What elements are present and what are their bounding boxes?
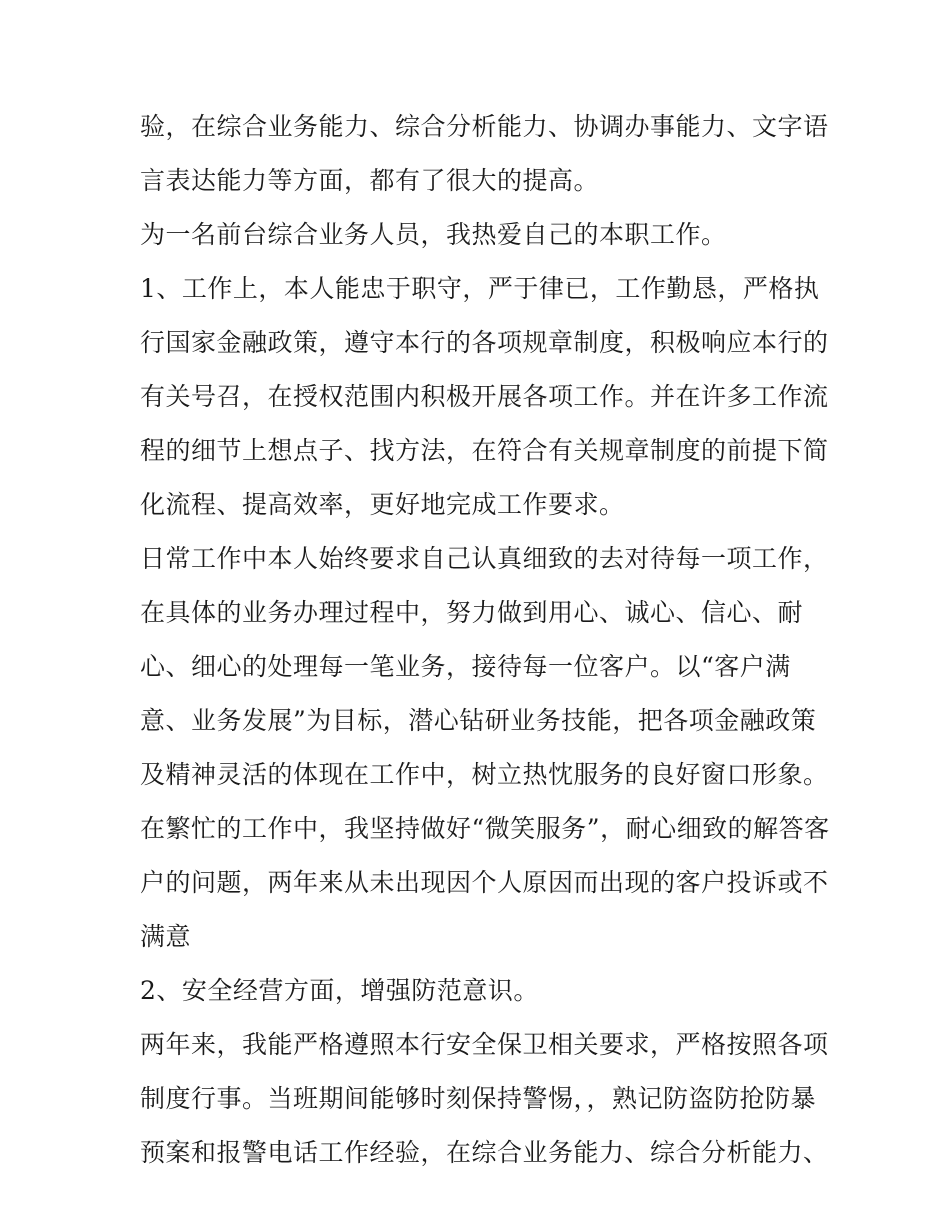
text-line: 2、安全经营方面，增强防范意识。 (140, 976, 539, 1005)
text-line: 意、业务发展”为目标，潜心钻研业务技能，把各项金融政策 (140, 706, 817, 735)
text-line: 程的细节上想点子、找方法，在符合有关规章制度的前提下简 (140, 436, 829, 465)
text-line: 预案和报警电话工作经验，在综合业务能力、综合分析能力、 (140, 1138, 829, 1167)
text-line: 制度行事。当班期间能够时刻保持警惕，，熟记防盗防抢防暴 (140, 1084, 817, 1113)
text-line: 1、工作上，本人能忠于职守，严于律已，工作勤恳，严格执 (140, 274, 820, 303)
text-line: 言表达能力等方面，都有了很大的提高。 (140, 166, 600, 195)
text-line: 有关号召，在授权范围内积极开展各项工作。并在许多工作流 (140, 382, 829, 411)
text-line: 户的问题，两年来从未出现因个人原因而出现的客户投诉或不 (140, 868, 829, 897)
text-line: 日常工作中本人始终要求自己认真细致的去对待每一项工作， (140, 544, 829, 573)
text-line: 满意 (140, 922, 192, 951)
text-line: 心、细心的处理每一笔业务，接待每一位客户。以“客户满 (140, 652, 791, 681)
text-line: 在繁忙的工作中，我坚持做好“微笑服务”，耐心细致的解答客 (140, 814, 830, 843)
text-line: 两年来，我能严格遵照本行安全保卫相关要求，严格按照各项 (140, 1030, 829, 1059)
text-line: 行国家金融政策，遵守本行的各项规章制度，积极响应本行的 (140, 328, 829, 357)
text-line: 在具体的业务办理过程中，努力做到用心、诚心、信心、耐 (140, 598, 804, 627)
text-line: 及精神灵活的体现在工作中，树立热忱服务的良好窗口形象。 (140, 760, 829, 789)
text-line: 为一名前台综合业务人员，我热爱自己的本职工作。 (140, 220, 727, 249)
text-line: 化流程、提高效率，更好地完成工作要求。 (140, 490, 625, 519)
text-line: 验，在综合业务能力、综合分析能力、协调办事能力、文字语 (140, 112, 829, 141)
